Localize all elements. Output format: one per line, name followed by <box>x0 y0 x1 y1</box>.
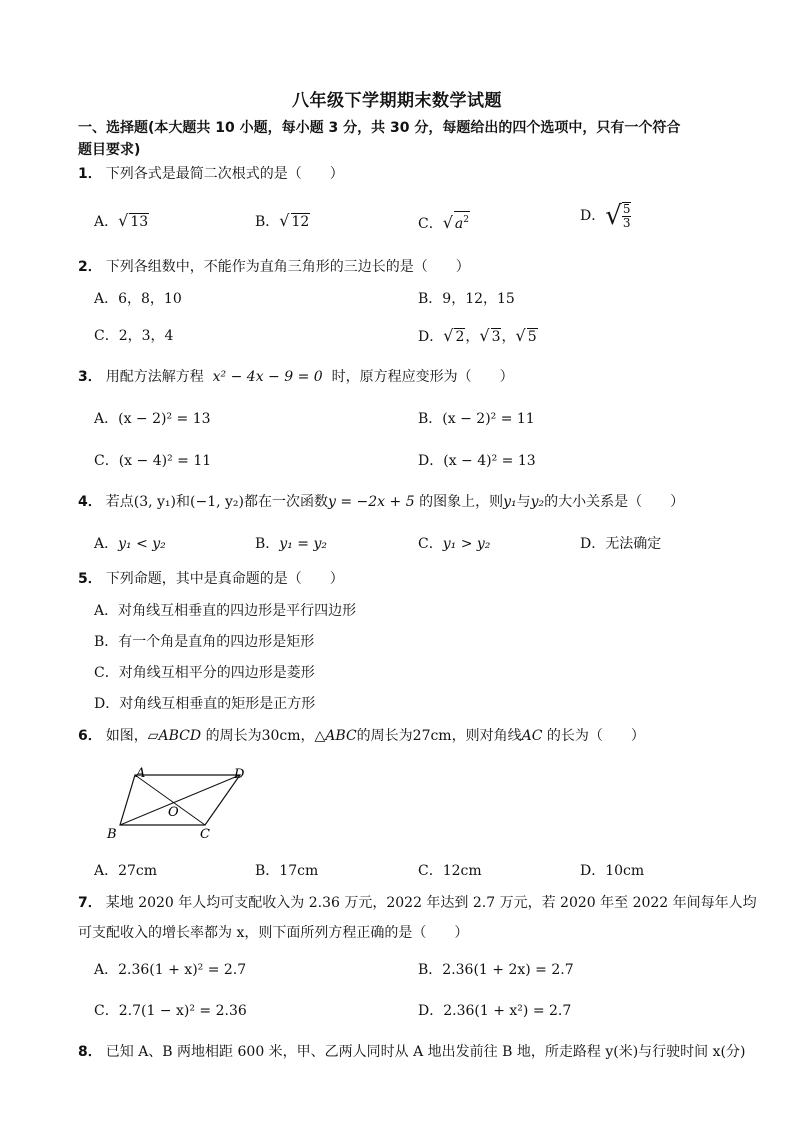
q5-option-c: C．对角线互相平分的四边形是菱形 <box>94 665 315 681</box>
q6-option-c: C．12cm <box>418 863 482 879</box>
vertex-label-c: C <box>200 827 210 842</box>
q4-option-d: D．无法确定 <box>580 536 662 552</box>
vertex-label-a: A <box>136 766 146 781</box>
question-2: 2． 下列各组数中，不能作为直角三角形的三边长的是（ ） <box>78 259 470 275</box>
q6-option-a: A．27cm <box>94 863 158 879</box>
question-5: 5． 下列命题，其中是真命题的是（ ） <box>78 571 344 587</box>
question-8: 8． 已知 A、B 两地相距 600 米，甲、乙两人同时从 A 地出发前往 B 地，所走路程 y(米)与行驶时间 x(分) <box>78 1044 746 1060</box>
q3-option-c: C．(x − 4)² = 11 <box>94 453 212 469</box>
question-7: 7． 某地 2020 年人均可支配收入为 2.36 万元，2022 年达到 2.7 万元，若 2020 年至 2022 年间每年人均可支配收入的增长率都为 x，则下面所列方程正确的是（ ） <box>78 895 757 941</box>
question-8-text: 已知 A、B 两地相距 600 米，甲、乙两人同时从 A 地出发前往 B 地，所走路程 y(米)与行驶时间 x(分) <box>105 1044 746 1060</box>
question-6: 6． 如图，▱ABCD 的周长为30cm，△ABC的周长为27cm，则对角线AC 的长为（ ） <box>78 728 645 744</box>
parallelogram-symbol: ▱ABCD <box>147 728 202 744</box>
section-heading-line1: 一、选择题(本大题共 10 小题，每小题 3 分，共 30 分，每题给出的四个选项中，只有一个符合 <box>78 120 681 136</box>
question-2-text: 下列各组数中，不能作为直角三角形的三边长的是（ ） <box>105 259 470 275</box>
q6-option-d: D．10cm <box>580 863 645 879</box>
q1-option-d: D．√ $\frac{5}{3}$ <box>580 201 631 231</box>
question-4: 4． 若点(3, y₁)和(−1, y₂)都在一次函数y = −2x + 5 的图象上，则y₁与y₂的大小关系是（ ） <box>78 494 685 510</box>
q2-option-c: C．2，3，4 <box>94 328 174 344</box>
q2-option-d: D．√ 2，√ 3，√ 5 <box>418 326 537 345</box>
question-5-text: 下列命题，其中是真命题的是（ ） <box>105 571 344 587</box>
question-1-text: 下列各式是最简二次根式的是（ ） <box>105 166 344 182</box>
question-1: 1． 下列各式是最简二次根式的是（ ） <box>78 166 344 182</box>
q1-option-a: A．√ 13 <box>94 211 149 230</box>
q5-option-a: A．对角线互相垂直的四边形是平行四边形 <box>94 603 357 619</box>
q3-option-d: D．(x − 4)² = 13 <box>418 453 536 469</box>
question-7-text: 某地 2020 年人均可支配收入为 2.36 万元，2022 年达到 2.7 万元，若 2020 年至 2022 年间每年人均可支配收入的增长率都为 x，则下面所列方程正确的是（ ） <box>78 895 757 941</box>
q2-option-a: A．6，8，10 <box>94 291 182 307</box>
q7-option-c: C．2.7(1 − x)² = 2.36 <box>94 1003 247 1019</box>
q3-option-a: A．(x − 2)² = 13 <box>94 411 211 427</box>
q3-option-b: B．(x − 2)² = 11 <box>418 411 535 427</box>
q6-option-b: B．17cm <box>255 863 319 879</box>
q1-option-c: C．√ $a^2$ <box>418 213 470 232</box>
q2-option-b: B．9，12，15 <box>418 291 515 307</box>
exam-title: 八年级下学期期末数学试题 <box>292 91 502 111</box>
triangle-symbol: △ABC <box>314 728 357 744</box>
q4-option-a: A．y₁ < y₂ <box>94 536 166 552</box>
q1-option-b: B．√ 12 <box>255 211 310 230</box>
q5-option-d: D．对角线互相垂直的矩形是正方形 <box>94 696 316 712</box>
vertex-label-b: B <box>107 827 117 842</box>
q7-option-a: A．2.36(1 + x)² = 2.7 <box>94 962 247 978</box>
q3-equation: x² − 4x − 9 = 0 <box>212 369 323 385</box>
center-label-o: O <box>168 805 179 820</box>
vertex-label-d: D <box>234 767 245 782</box>
q5-option-b: B．有一个角是直角的四边形是矩形 <box>94 634 315 650</box>
q4-option-b: B．y₁ = y₂ <box>255 536 327 552</box>
q7-option-d: D．2.36(1 + x²) = 2.7 <box>418 1003 572 1019</box>
question-3: 3． 用配方法解方程 x² − 4x − 9 = 0 时，原方程应变形为（ ） <box>78 369 514 385</box>
section-heading <box>78 117 758 161</box>
parallelogram-figure <box>100 760 260 842</box>
q4-option-c: C．y₁ > y₂ <box>418 536 491 552</box>
q7-option-b: B．2.36(1 + 2x) = 2.7 <box>418 962 574 978</box>
section-heading-line2: 题目要求) <box>78 142 141 158</box>
